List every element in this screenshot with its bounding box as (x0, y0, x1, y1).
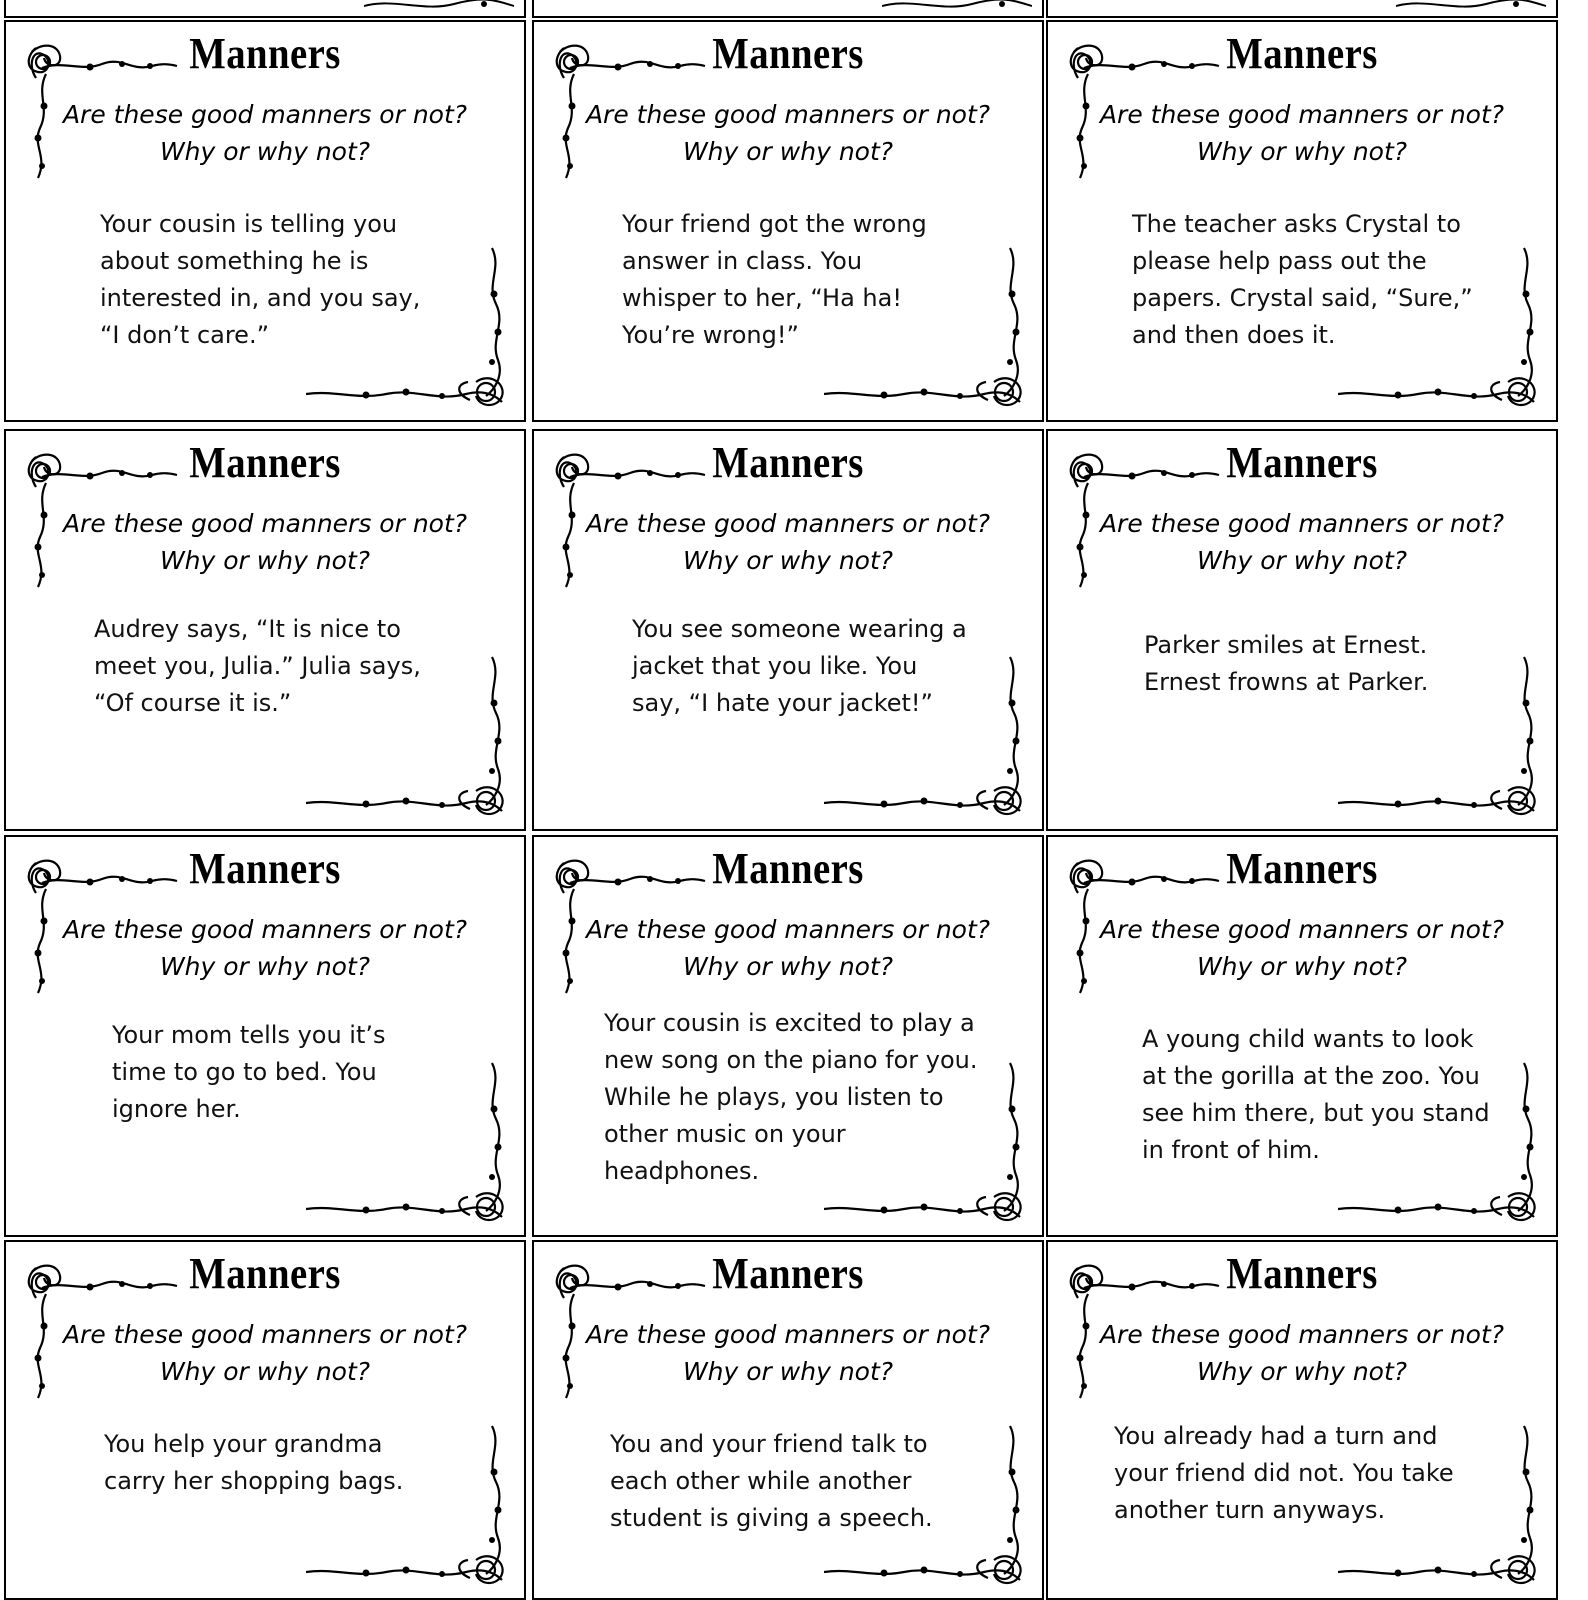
card-title: Manners (712, 29, 864, 78)
question-line-2: Why or why not? (682, 137, 894, 166)
flourish-icon (364, 0, 514, 12)
card-question (1048, 911, 1556, 985)
manners-card (1046, 429, 1558, 831)
card-scenario-text: You and your friend talk to each other while another student is giving a speech. (610, 1430, 933, 1532)
flourish-icon (882, 0, 1032, 12)
corner-flourish-icon (1338, 1059, 1548, 1229)
flourish-icon (1396, 0, 1546, 12)
manners-card (532, 835, 1044, 1237)
corner-flourish-icon (824, 1059, 1034, 1229)
corner-flourish-icon (1338, 653, 1548, 823)
card-title: Manners (189, 844, 341, 893)
question-line-1: Are these good manners or not? (62, 915, 468, 944)
card-scenario-text: Your cousin is excited to play a new song on the piano for you. While he plays, you listen to other music on your headphones. (604, 1009, 978, 1185)
corner-flourish-icon (306, 1422, 516, 1592)
card-title: Manners (1226, 844, 1378, 893)
card-title: Manners (1226, 29, 1378, 78)
manners-card (1046, 20, 1558, 422)
manners-card (1046, 835, 1558, 1237)
card-question (1048, 96, 1556, 170)
card-question (534, 96, 1042, 170)
card-title: Manners (1226, 438, 1378, 487)
partial-card-top (4, 0, 526, 18)
question-line-2: Why or why not? (159, 1357, 371, 1386)
card-question (6, 911, 524, 985)
card-title: Manners (189, 1249, 341, 1298)
question-line-2: Why or why not? (159, 546, 371, 575)
question-line-2: Why or why not? (159, 952, 371, 981)
card-question (534, 1316, 1042, 1390)
card-title: Manners (712, 844, 864, 893)
question-line-2: Why or why not? (682, 546, 894, 575)
card-scenario-text: You see someone wearing a jacket that you like. You say, “I hate your jacket!” (632, 615, 967, 717)
card-scenario-text: Your mom tells you it’s time to go to bed. You ignore her. (112, 1021, 386, 1123)
corner-flourish-icon (1338, 1422, 1548, 1592)
card-scenario-text: The teacher asks Crystal to please help pass out the papers. Crystal said, “Sure,” and then does it. (1132, 210, 1473, 349)
question-line-1: Are these good manners or not? (585, 1320, 991, 1349)
question-line-2: Why or why not? (1196, 1357, 1408, 1386)
corner-flourish-icon (306, 244, 516, 414)
question-line-1: Are these good manners or not? (1099, 100, 1505, 129)
card-question (534, 911, 1042, 985)
question-line-2: Why or why not? (682, 1357, 894, 1386)
corner-flourish-icon (306, 653, 516, 823)
manners-card (4, 1240, 526, 1600)
question-line-2: Why or why not? (682, 952, 894, 981)
question-line-2: Why or why not? (1196, 952, 1408, 981)
corner-flourish-icon (824, 244, 1034, 414)
manners-card (4, 20, 526, 422)
corner-flourish-icon (824, 653, 1034, 823)
question-line-1: Are these good manners or not? (62, 100, 468, 129)
question-line-1: Are these good manners or not? (1099, 509, 1505, 538)
question-line-2: Why or why not? (1196, 546, 1408, 575)
card-title: Manners (1226, 1249, 1378, 1298)
card-title: Manners (189, 438, 341, 487)
card-scenario-text: Audrey says, “It is nice to meet you, Julia.” Julia says, “Of course it is.” (94, 615, 421, 717)
card-scenario-text: Your friend got the wrong answer in class. You whisper to her, “Ha ha! You’re wrong!” (622, 210, 927, 349)
corner-flourish-icon (306, 1059, 516, 1229)
manners-card (4, 835, 526, 1237)
question-line-1: Are these good manners or not? (585, 915, 991, 944)
card-question (6, 1316, 524, 1390)
card-question (6, 96, 524, 170)
question-line-1: Are these good manners or not? (62, 1320, 468, 1349)
manners-card (532, 429, 1044, 831)
question-line-2: Why or why not? (159, 137, 371, 166)
manners-card (4, 429, 526, 831)
card-question (1048, 1316, 1556, 1390)
card-scenario-text: A young child wants to look at the gorilla at the zoo. You see him there, but you stand in front of him. (1142, 1025, 1490, 1164)
card-title: Manners (712, 1249, 864, 1298)
card-question (6, 505, 524, 579)
card-scenario-text: Parker smiles at Ernest. Ernest frowns at Parker. (1144, 631, 1429, 696)
partial-card-top (1046, 0, 1558, 18)
card-title: Manners (712, 438, 864, 487)
card-scenario-text: You help your grandma carry her shopping bags. (104, 1430, 404, 1495)
question-line-1: Are these good manners or not? (1099, 1320, 1505, 1349)
card-title: Manners (189, 29, 341, 78)
question-line-1: Are these good manners or not? (1099, 915, 1505, 944)
question-line-1: Are these good manners or not? (585, 100, 991, 129)
question-line-2: Why or why not? (1196, 137, 1408, 166)
corner-flourish-icon (1338, 244, 1548, 414)
manners-card (532, 1240, 1044, 1600)
question-line-1: Are these good manners or not? (585, 509, 991, 538)
question-line-1: Are these good manners or not? (62, 509, 468, 538)
manners-card (532, 20, 1044, 422)
card-scenario-text: Your cousin is telling you about something he is interested in, and you say, “I don’t care.” (100, 210, 421, 349)
card-question (534, 505, 1042, 579)
card-question (1048, 505, 1556, 579)
card-scenario-text: You already had a turn and your friend did not. You take another turn anyways. (1114, 1422, 1454, 1524)
manners-card (1046, 1240, 1558, 1600)
partial-card-top (532, 0, 1044, 18)
corner-flourish-icon (824, 1422, 1034, 1592)
